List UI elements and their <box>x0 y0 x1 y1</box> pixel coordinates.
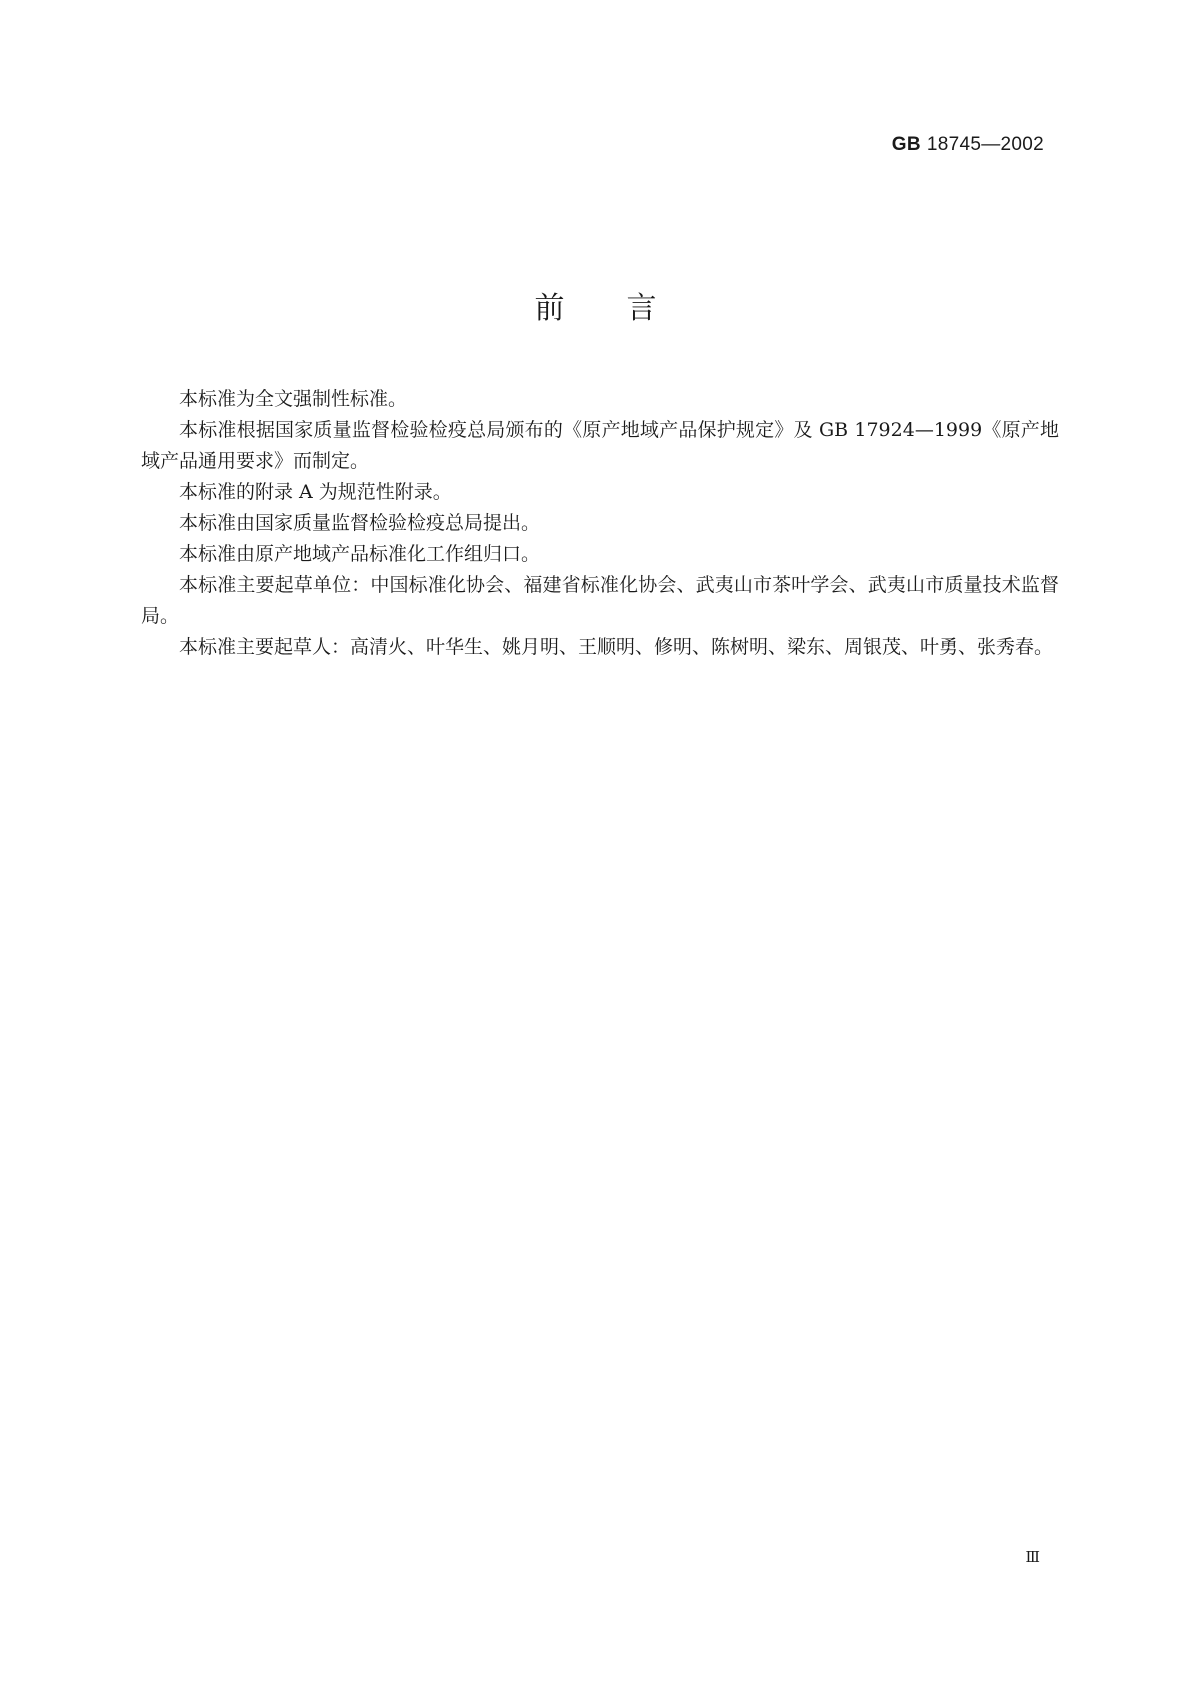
paragraph: 本标准的附录 A 为规范性附录。 <box>179 481 452 503</box>
paragraph: 本标准根据国家质量监督检验检疫总局颁布的《原产地域产品保护规定》及 GB 17924—1999《原产地域产品通用要求》而制定。 <box>141 419 1059 472</box>
foreword-body <box>141 384 1059 663</box>
paragraph: 本标准主要起草单位：中国标准化协会、福建省标准化协会、武夷山市茶叶学会、武夷山市质量技术监督局。 <box>141 574 1059 627</box>
standard-number: 18745—2002 <box>926 134 1044 155</box>
standard-code <box>892 134 1044 156</box>
paragraph: 本标准主要起草人：高清火、叶华生、姚月明、王顺明、修明、陈树明、梁东、周银茂、叶勇、张秀春。 <box>179 636 1054 658</box>
paragraph: 本标准为全文强制性标准。 <box>179 388 408 410</box>
page-number: Ⅲ <box>1025 1548 1040 1566</box>
paragraph: 本标准由国家质量监督检验检疫总局提出。 <box>179 512 541 534</box>
paragraph: 本标准由原产地域产品标准化工作组归口。 <box>179 543 541 565</box>
page-title: 前言 <box>534 291 719 326</box>
standard-prefix: GB <box>891 134 921 155</box>
